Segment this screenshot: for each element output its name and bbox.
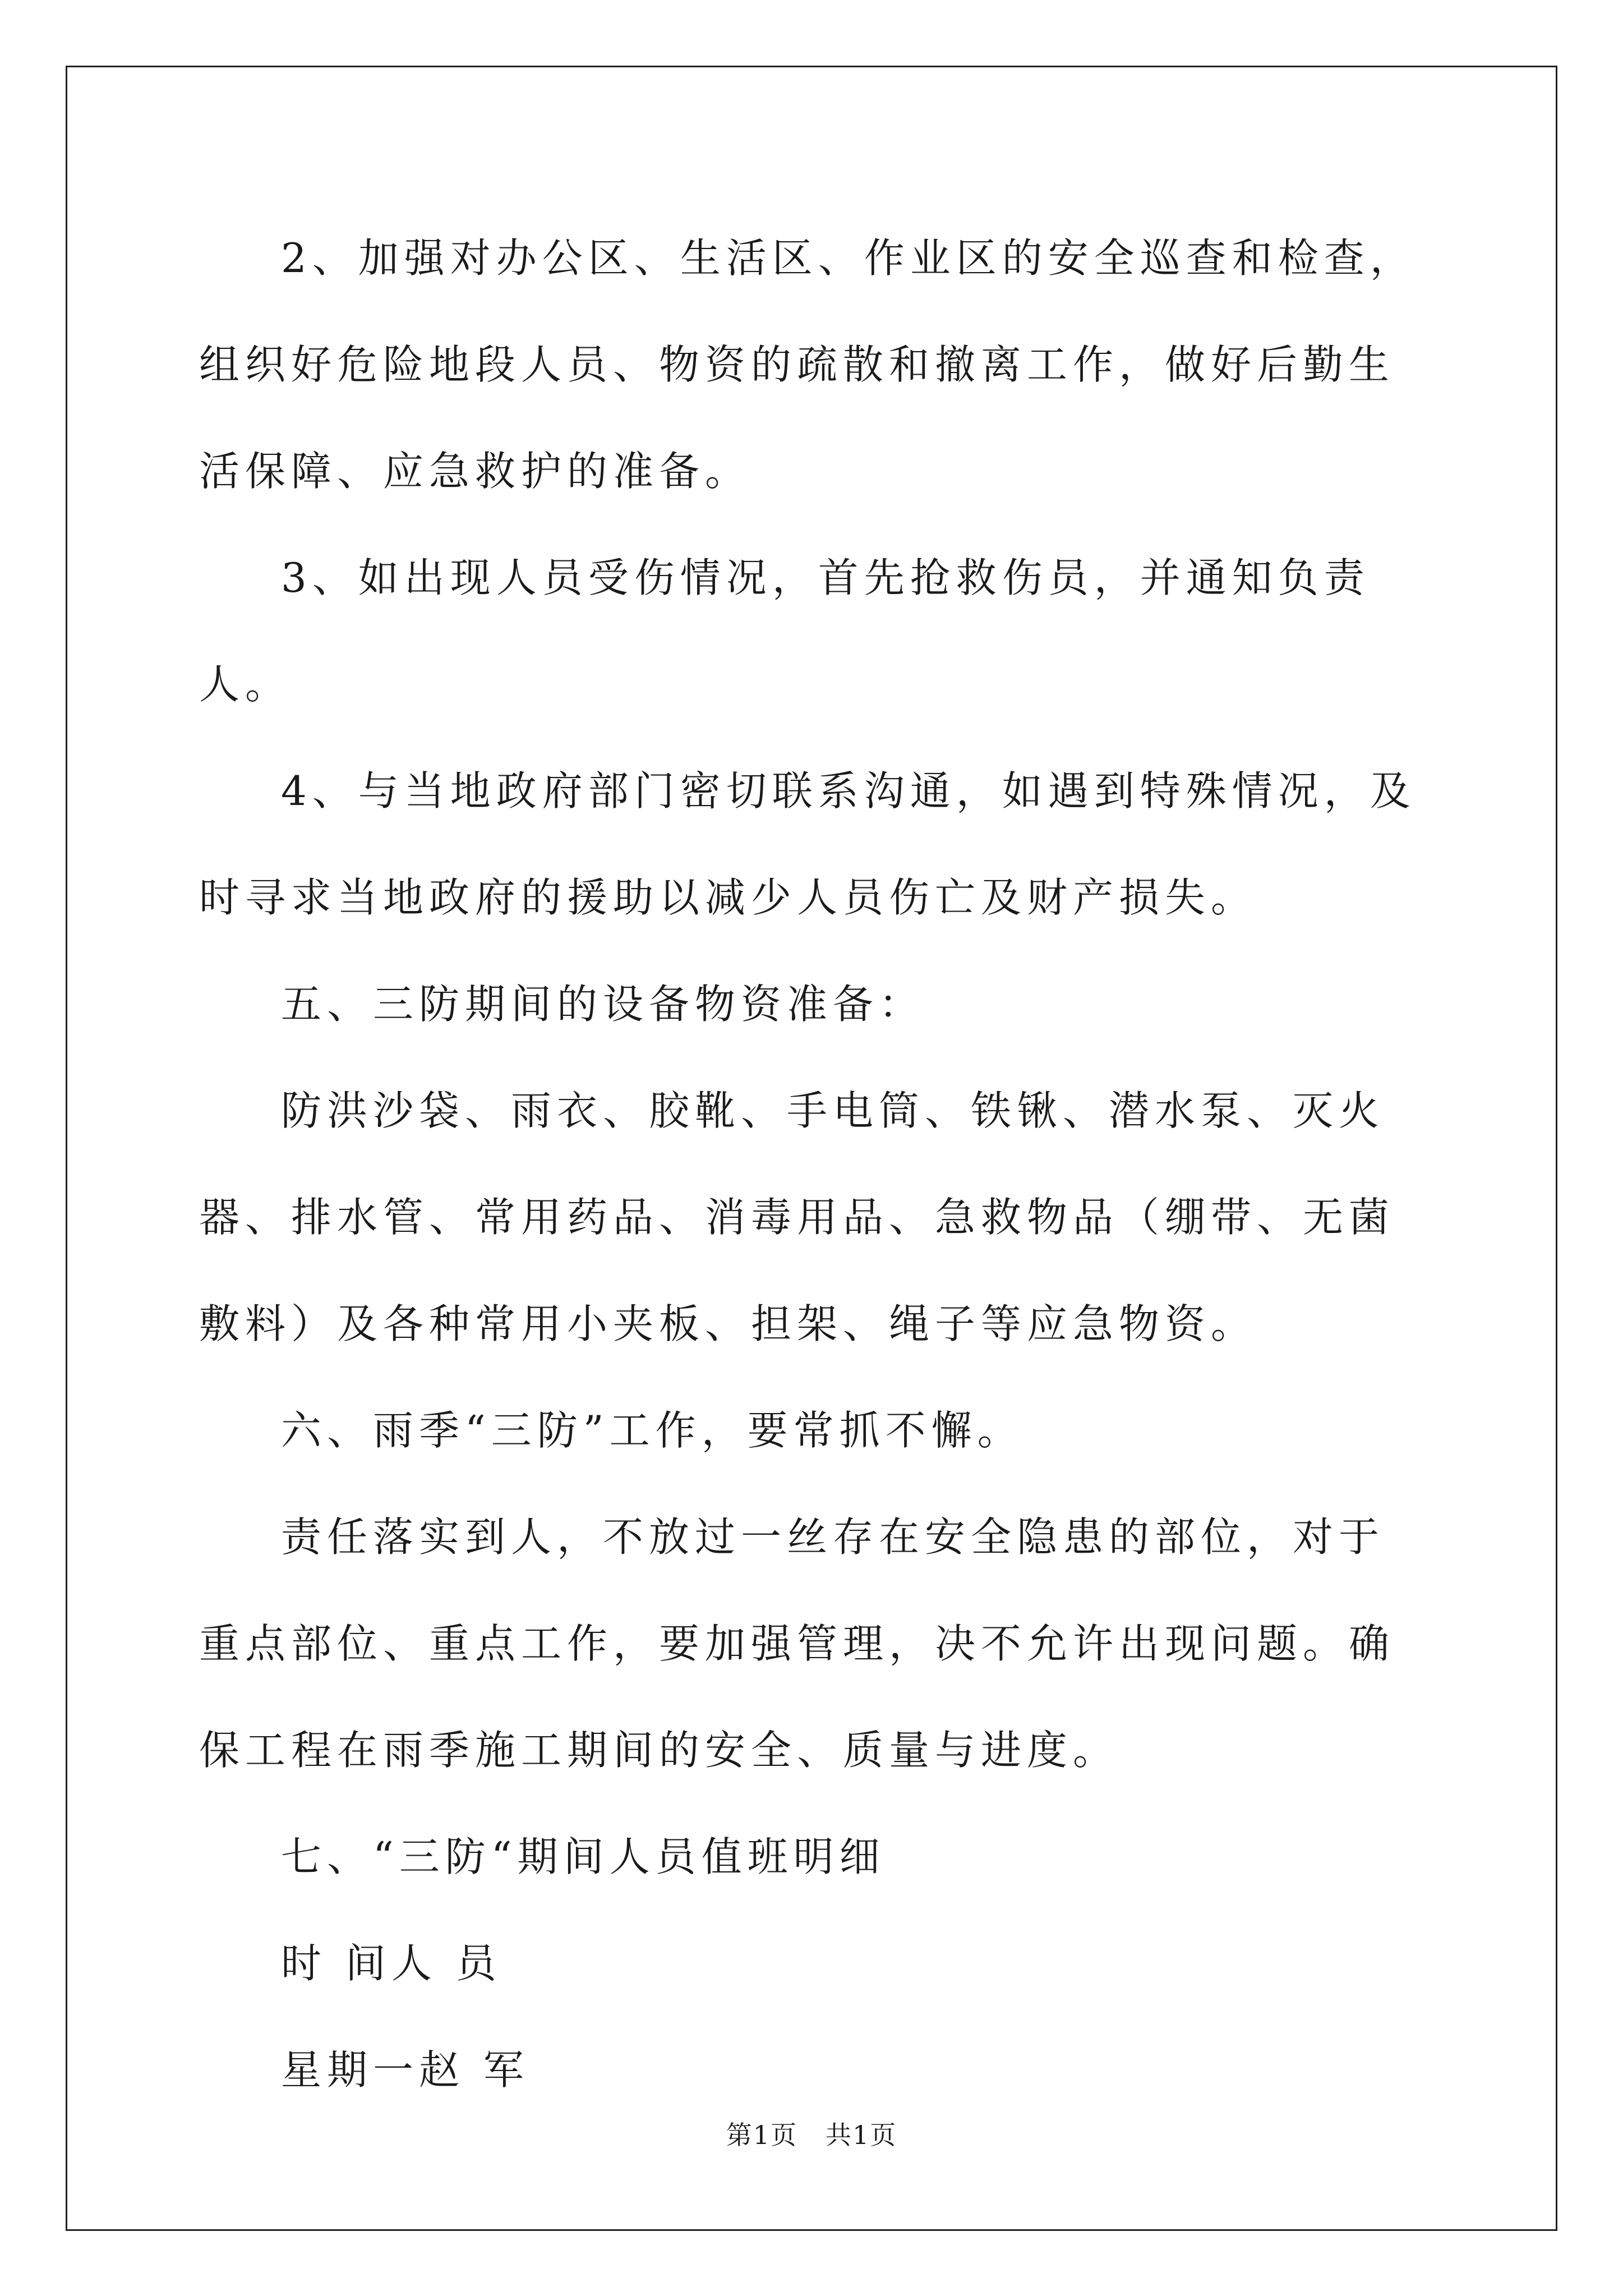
section-heading-duty-roster: 七、“三防“期间人员值班明细 <box>281 1833 886 1880</box>
document-body <box>199 205 1422 2123</box>
paragraph-government-liaison: 4、与当地政府部门密切联系沟通，如遇到特殊情况，及时寻求当地政府的援助以减少人员伤亡及财产损失。 <box>199 767 1416 921</box>
paragraph-responsibility: 责任落实到人，不放过一丝存在安全隐患的部位，对于重点部位、重点工作，要加强管理，决不允许出现问题。确保工程在雨季施工期间的安全、质量与进度。 <box>199 1513 1395 1774</box>
page-number: 第1页 <box>726 2120 797 2150</box>
section-heading-rainy-season: 六、雨季“三防”工作，要常抓不懈。 <box>281 1407 1023 1454</box>
paragraph-safety-inspection: 2、加强对办公区、生活区、作业区的安全巡查和检查，组织好危险地段人员、物资的疏散和撤离工作，做好后勤生活保障、应急救护的准备。 <box>199 234 1416 495</box>
roster-row: 星期一赵 军 <box>281 2046 529 2093</box>
page-footer <box>0 2115 1623 2152</box>
paragraph-equipment-list: 防洪沙袋、雨衣、胶靴、手电筒、铁锹、潜水泵、灭火器、排水管、常用药品、消毒用品、急救物品（绷带、无菌敷料）及各种常用小夹板、担架、绳子等应急物资。 <box>199 1087 1395 1347</box>
page-total: 共1页 <box>826 2120 897 2150</box>
section-heading-equipment: 五、三防期间的设备物资准备： <box>281 981 925 1028</box>
paragraph-injury-response: 3、如出现人员受伤情况，首先抢救伤员，并通知负责人。 <box>199 554 1370 708</box>
roster-header: 时 间人 员 <box>281 1940 502 1987</box>
